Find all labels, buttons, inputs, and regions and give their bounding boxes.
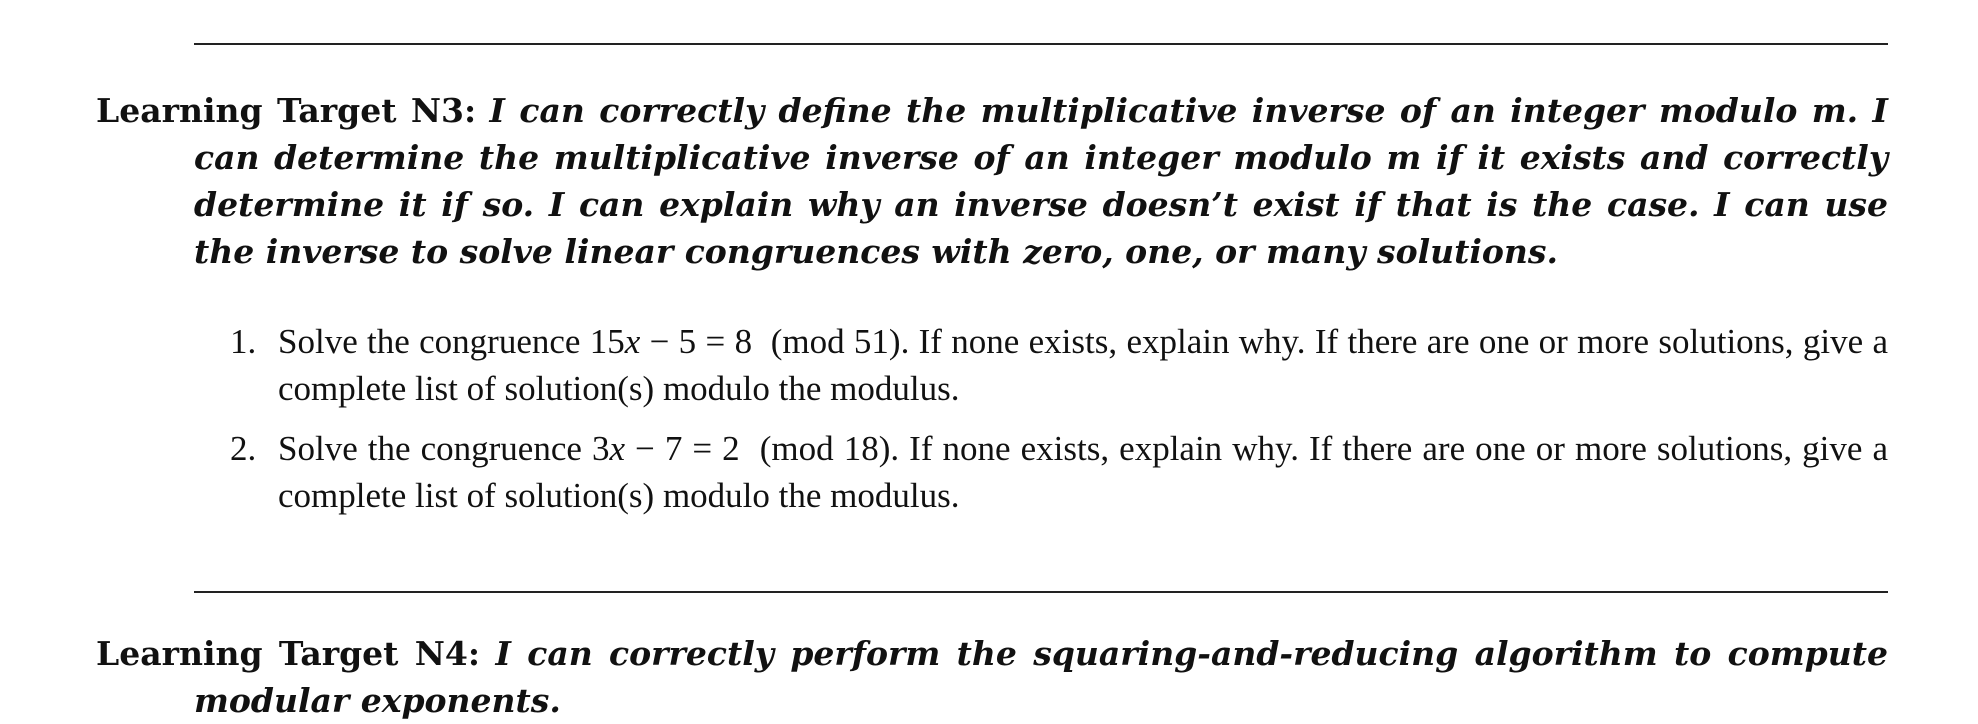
label-colon: :	[467, 634, 481, 673]
learning-target-n4	[96, 630, 1888, 724]
math-variable: x	[624, 322, 641, 361]
learning-target-n3	[96, 87, 1888, 275]
horizontal-rule	[194, 43, 1888, 45]
problem-item	[230, 425, 1888, 519]
math-coefficient: 3	[591, 429, 610, 468]
learning-target-description: I can correctly define the multiplicative inverse of an integer modulo m. I can determine the multiplicative inverse of an integer modulo m if it exists and correctly determine it if so. I can explain why an inverse doesn’t exist if that is the case. I can use the inverse to solve linear congruences with zero, one, or many solutions.	[194, 91, 1888, 271]
math-congruence: − 5 = 8 (mod 51)	[640, 322, 901, 361]
learning-target-label: Learning Target N3	[96, 91, 464, 130]
learning-target-description: I can correctly perform the squaring-and-reducing algorithm to compute modular exponents.	[194, 634, 1888, 720]
problem-number: 1.	[230, 322, 257, 361]
problem-item	[230, 318, 1888, 412]
problem-text: . If none exists, explain why. If there are one or more solutions, give a complete list of solution(s) modulo the modulus.	[278, 322, 1888, 408]
math-coefficient: 15	[589, 322, 625, 361]
problem-list	[230, 318, 1888, 532]
label-colon: :	[463, 91, 477, 130]
learning-target-label: Learning Target N4	[96, 634, 468, 673]
math-congruence: − 7 = 2 (mod 18)	[624, 429, 891, 468]
math-variable: x	[609, 429, 625, 468]
problem-lead: Solve the congruence	[278, 322, 590, 361]
problem-number: 2.	[230, 429, 257, 468]
problem-lead: Solve the congruence	[278, 429, 592, 468]
problem-text: . If none exists, explain why. If there are one or more solutions, give a complete list of solution(s) modulo the modulus.	[278, 429, 1888, 515]
horizontal-rule	[194, 591, 1888, 593]
